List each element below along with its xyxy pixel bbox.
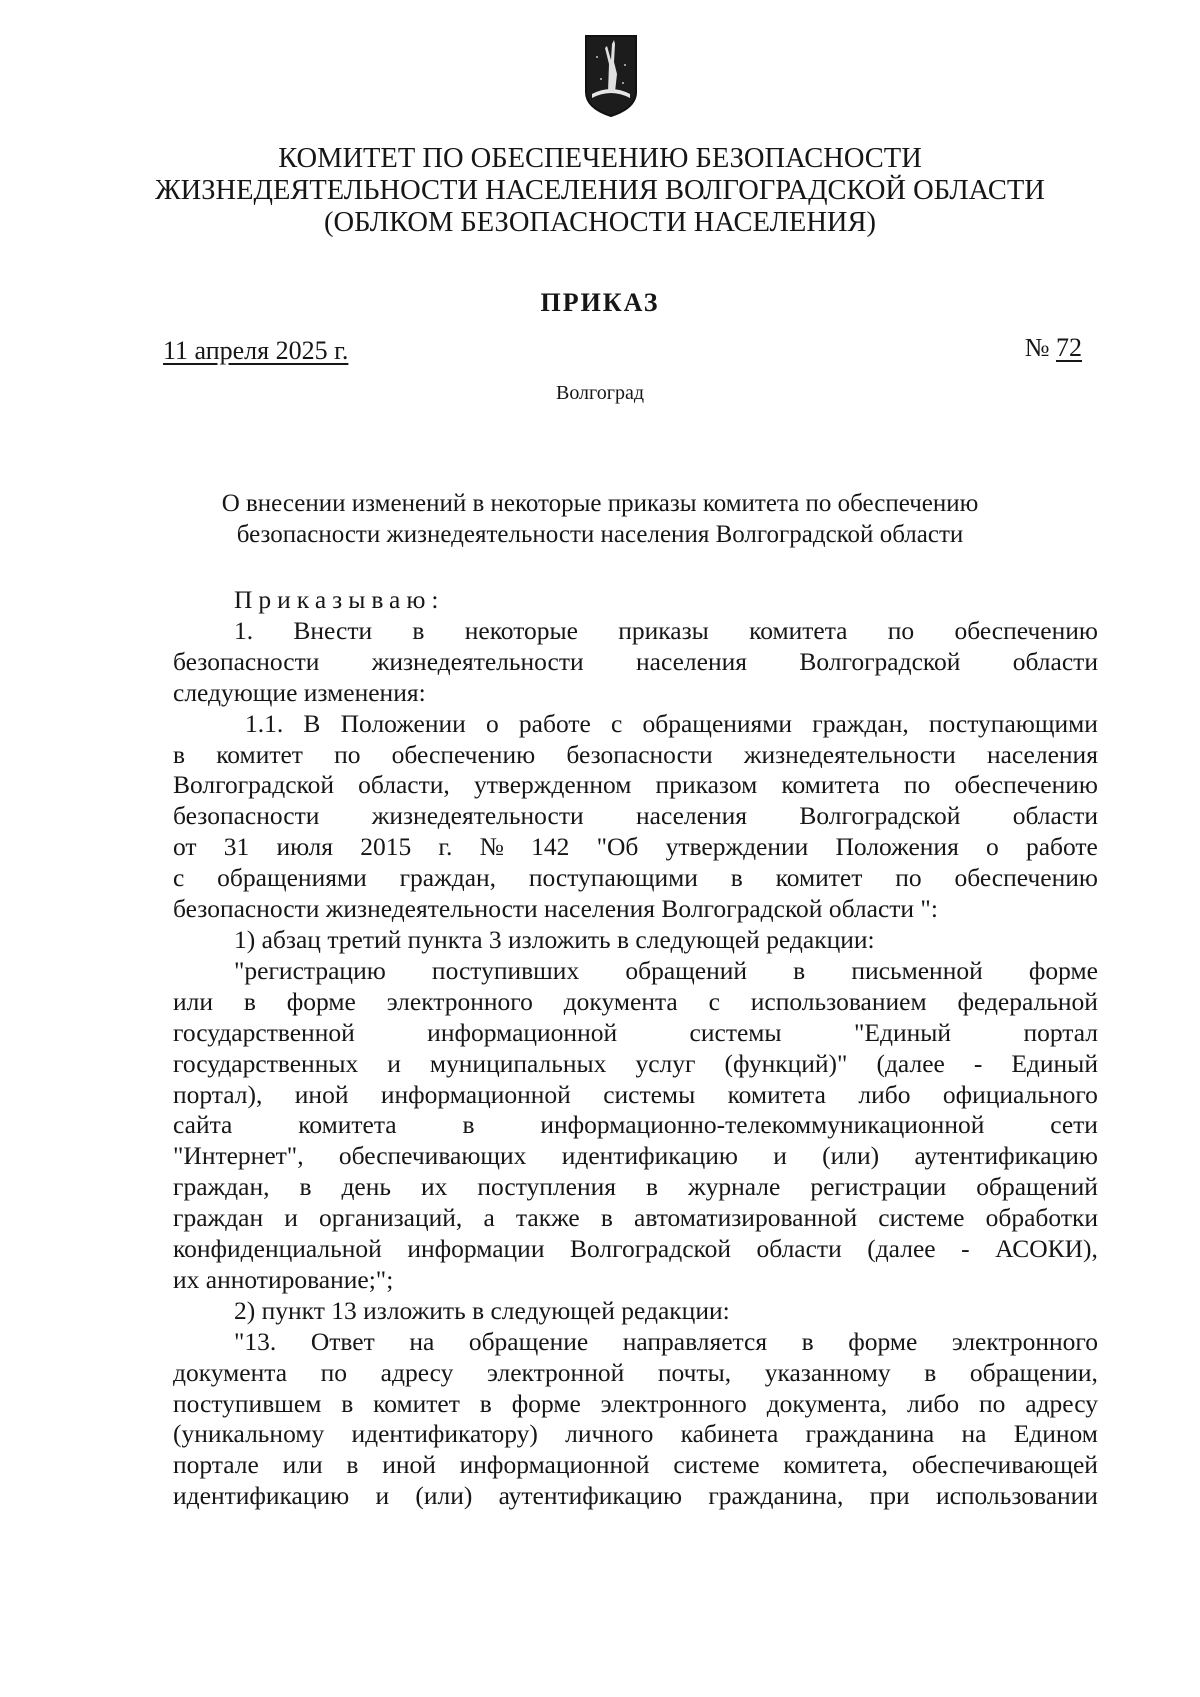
word: письменной	[851, 955, 983, 985]
order-date: 11 апреля 2025 г.	[163, 336, 349, 365]
word: обеспечивающих	[338, 1141, 527, 1171]
word: иной	[294, 1079, 349, 1109]
body-line: безопасности жизнедеятельности населения Волгоградской области ":	[173, 894, 938, 924]
word: адресу	[1025, 1388, 1098, 1418]
word: электронного	[951, 1326, 1098, 1356]
word: услуг	[635, 1048, 696, 1078]
body-line	[173, 1389, 1098, 1420]
word: приказом	[655, 770, 758, 800]
word: аутентификацию	[498, 1481, 683, 1511]
word: комитета	[749, 615, 848, 645]
word: по	[320, 1357, 348, 1387]
word: работе	[518, 708, 591, 738]
word: информационной	[459, 1450, 650, 1480]
word: безопасности	[173, 801, 320, 831]
word: в	[346, 1450, 359, 1480]
word: 142	[531, 832, 570, 862]
org-line-3: (ОБЛКОМ БЕЗОПАСНОСТИ НАСЕЛЕНИЯ)	[324, 207, 876, 238]
word: системе	[878, 1203, 965, 1233]
word: граждан,	[173, 1172, 270, 1202]
word: форме	[848, 1326, 918, 1356]
word: обеспечению	[954, 770, 1098, 800]
word: использовании	[935, 1481, 1098, 1511]
number-value: 72	[1056, 333, 1082, 362]
word: жизнедеятельности	[743, 739, 956, 769]
word: Положения	[835, 832, 959, 862]
body-line	[173, 740, 1098, 771]
word: системы	[689, 1017, 782, 1047]
word: о	[986, 832, 999, 862]
word: сети	[1050, 1110, 1098, 1140]
word: некоторые	[464, 615, 578, 645]
word: портал	[1023, 1017, 1098, 1047]
word: а	[483, 1203, 495, 1233]
word: или	[282, 1450, 323, 1480]
organization-name	[0, 143, 1200, 239]
word: в	[924, 1357, 937, 1387]
word: портале	[173, 1450, 259, 1480]
word: направляется	[622, 1326, 768, 1356]
word: официального	[942, 1079, 1098, 1109]
word: электронного	[600, 1388, 747, 1418]
word: утвержденном	[473, 770, 632, 800]
word: по	[895, 863, 922, 893]
body-line	[173, 1358, 1098, 1389]
word: на	[961, 1419, 987, 1449]
body-line	[173, 1327, 1098, 1358]
word: населения	[986, 739, 1098, 769]
word: области	[756, 1234, 842, 1264]
word: указанному	[764, 1357, 891, 1387]
word: АСОКИ),	[995, 1234, 1098, 1264]
word: обращениями	[217, 863, 367, 893]
word: 31	[223, 832, 250, 862]
word: утверждении	[665, 832, 809, 862]
word: идентификацию	[173, 1481, 350, 1511]
word: граждан	[173, 1203, 264, 1233]
word: граждан,	[399, 863, 497, 893]
word: комитет	[373, 1388, 460, 1418]
word: (или)	[415, 1481, 473, 1511]
word: в	[412, 615, 425, 645]
word: также	[515, 1203, 580, 1233]
word: либо	[858, 1079, 911, 1109]
word: использованием	[750, 986, 927, 1016]
word: личного	[565, 1419, 654, 1449]
org-line-1: КОМИТЕТ ПО ОБЕСПЕЧЕНИЮ БЕЗОПАСНОСТИ	[278, 143, 922, 174]
word: документа	[563, 986, 678, 1016]
word: либо	[906, 1388, 960, 1418]
word: в	[600, 1203, 613, 1233]
word: день	[341, 1172, 392, 1202]
subject-line: безопасности жизнедеятельности населения Волгоградской области	[236, 521, 964, 548]
word: 1.	[234, 615, 254, 645]
word: федеральной	[957, 986, 1098, 1016]
word: электронного	[386, 986, 533, 1016]
word: г.	[438, 832, 453, 862]
word: июля	[276, 832, 333, 862]
body-line	[173, 1234, 1098, 1265]
word: почты,	[657, 1357, 732, 1387]
body-line	[173, 1419, 1098, 1450]
body-line	[173, 709, 1098, 740]
word: комитета,	[783, 1450, 889, 1480]
word: населения	[636, 646, 747, 676]
word: "Интернет",	[173, 1141, 304, 1171]
word: комитет	[775, 863, 863, 893]
word: поступающими	[528, 863, 698, 893]
word: информационно-телекоммуникационной	[540, 1110, 985, 1140]
word: сайта	[173, 1110, 233, 1140]
word: о	[486, 708, 499, 738]
word: комитета	[781, 770, 880, 800]
word: комитета	[727, 1079, 826, 1109]
word: в	[173, 739, 186, 769]
word: информации	[407, 1234, 545, 1264]
word: "Единый	[853, 1017, 952, 1047]
word: "регистрацию	[234, 955, 386, 985]
word: обращении,	[969, 1357, 1098, 1387]
word: по	[334, 739, 361, 769]
word: гражданина,	[708, 1481, 844, 1511]
orders-word: Приказываю:	[234, 585, 445, 614]
word: комитет	[216, 739, 303, 769]
word: в	[462, 1110, 475, 1140]
word: жизнедеятельности	[371, 801, 584, 831]
body-line	[173, 832, 1098, 863]
word: Ответ	[310, 1326, 375, 1356]
word: муниципальных	[429, 1048, 607, 1078]
word: поступающими	[928, 708, 1098, 738]
word: информационной	[380, 1079, 571, 1109]
word: области	[1012, 801, 1098, 831]
word: иной	[382, 1450, 436, 1480]
word: государственной	[173, 1017, 355, 1047]
word: регистрации	[810, 1172, 947, 1202]
word: 1.1.	[245, 708, 284, 738]
document-type: ПРИКАЗ	[540, 288, 660, 317]
body-line	[173, 1080, 1098, 1111]
word: или	[173, 986, 214, 1016]
word: обеспечению	[954, 615, 1098, 645]
word: Едином	[1013, 1419, 1098, 1449]
word: (далее	[867, 1234, 936, 1264]
word: при	[869, 1481, 910, 1511]
word: Единый	[1011, 1048, 1098, 1078]
body-line	[173, 863, 1098, 894]
word: системы	[603, 1079, 696, 1109]
word: журнале	[687, 1172, 781, 1202]
word: (функций)"	[724, 1048, 848, 1078]
word: обращение	[468, 1326, 589, 1356]
word: В	[303, 708, 321, 738]
word: области	[1012, 646, 1098, 676]
word: комитета	[298, 1110, 397, 1140]
word: гражданина	[805, 1419, 935, 1449]
word: организаций,	[319, 1203, 463, 1233]
word: идентификацию	[561, 1141, 738, 1171]
word: Положении	[340, 708, 466, 738]
word: форме	[1028, 955, 1098, 985]
body-line	[173, 1450, 1098, 1481]
word: адресу	[380, 1357, 454, 1387]
word: по	[887, 615, 915, 645]
order-subject	[0, 488, 1200, 550]
word: в	[479, 1388, 492, 1418]
word: конфиденциальной	[173, 1234, 382, 1264]
word: №	[479, 832, 504, 862]
word: автоматизированной	[634, 1203, 858, 1233]
word: аутентификацию	[914, 1141, 1098, 1171]
word: Внести	[293, 615, 373, 645]
word: с	[708, 986, 720, 1016]
word: информационной	[427, 1017, 618, 1047]
body-line: их аннотирование;";	[173, 1264, 394, 1294]
body-line	[173, 801, 1098, 832]
body-line	[173, 1481, 1098, 1512]
word: -	[961, 1234, 970, 1264]
word: (уникальному	[173, 1419, 325, 1449]
word: по	[978, 1388, 1006, 1418]
word: обработки	[985, 1203, 1098, 1233]
word: обеспечению	[954, 863, 1098, 893]
word: в	[730, 863, 743, 893]
body-line	[173, 1172, 1098, 1203]
subject-line: О внесении изменений в некоторые приказы комитета по обеспечению	[221, 490, 979, 517]
word: и	[284, 1203, 298, 1233]
word: области,	[358, 770, 450, 800]
word: "Об	[596, 832, 639, 862]
word: (или)	[822, 1141, 880, 1171]
word: обращениями	[642, 708, 793, 738]
word: в	[341, 1388, 354, 1418]
word: поступившем	[173, 1388, 322, 1418]
word: безопасности	[566, 739, 713, 769]
body-line: 2) пункт 13 изложить в следующей редакции:	[234, 1295, 730, 1325]
word: 2015	[360, 832, 412, 862]
word: приказы	[618, 615, 709, 645]
word: жизнедеятельности	[371, 646, 584, 676]
word: кабинета	[680, 1419, 779, 1449]
word: с	[173, 863, 185, 893]
word: документа	[173, 1357, 288, 1387]
word: граждан,	[812, 708, 909, 738]
word: с	[611, 708, 623, 738]
word: в	[801, 1326, 814, 1356]
word: в	[645, 1172, 659, 1202]
word: в	[793, 955, 806, 985]
number-sign: №	[1024, 333, 1050, 362]
body-line	[173, 770, 1098, 801]
word: Волгоградской	[173, 770, 335, 800]
word: форме	[511, 1388, 581, 1418]
org-line-2: ЖИЗНЕДЕЯТЕЛЬНОСТИ НАСЕЛЕНИЯ ВОЛГОГРАДСКОЙ ОБЛАСТИ	[155, 175, 1045, 206]
order-number	[1025, 333, 1082, 363]
body-line	[173, 1141, 1098, 1172]
volgograd-emblem-icon	[584, 34, 638, 118]
word: государственных	[173, 1048, 359, 1078]
word: системе	[673, 1450, 760, 1480]
word: Волгоградской	[799, 801, 961, 831]
word: поступивших	[431, 955, 580, 985]
word: населения	[636, 801, 747, 831]
word: в	[243, 986, 256, 1016]
word: и	[375, 1481, 390, 1511]
word: и	[773, 1141, 787, 1171]
word: идентификатору)	[351, 1419, 538, 1449]
word: поступления	[477, 1172, 616, 1202]
order-body	[173, 585, 1098, 1512]
body-line	[173, 956, 1098, 987]
body-line	[173, 1203, 1098, 1234]
word: электронной	[487, 1357, 625, 1387]
word: Волгоградской	[799, 646, 961, 676]
word: обеспечению	[391, 739, 536, 769]
word: по	[903, 770, 931, 800]
word: работе	[1025, 832, 1098, 862]
word: на	[409, 1326, 435, 1356]
word: их	[421, 1172, 448, 1202]
word: от	[173, 832, 197, 862]
word: обеспечивающей	[911, 1450, 1098, 1480]
word: обращений	[625, 955, 748, 985]
body-line	[173, 647, 1098, 678]
word: обращений	[976, 1172, 1098, 1202]
body-line	[173, 1018, 1098, 1049]
word: в	[299, 1172, 312, 1202]
body-line	[173, 1110, 1098, 1141]
word: (далее	[876, 1048, 945, 1078]
city: Волгоград	[555, 382, 645, 404]
word: -	[973, 1048, 983, 1078]
word: безопасности	[173, 646, 320, 676]
body-line: 1) абзац третий пункта 3 изложить в следующей редакции:	[234, 924, 875, 954]
word: документа,	[766, 1388, 888, 1418]
word: "13.	[234, 1326, 277, 1356]
body-line	[173, 987, 1098, 1018]
word: и	[387, 1048, 401, 1078]
word: форме	[286, 986, 356, 1016]
body-line	[173, 1049, 1098, 1080]
body-line	[173, 616, 1098, 647]
word: портал),	[173, 1079, 263, 1109]
word: Волгоградской	[569, 1234, 731, 1264]
body-line: следующие изменения:	[173, 677, 426, 707]
